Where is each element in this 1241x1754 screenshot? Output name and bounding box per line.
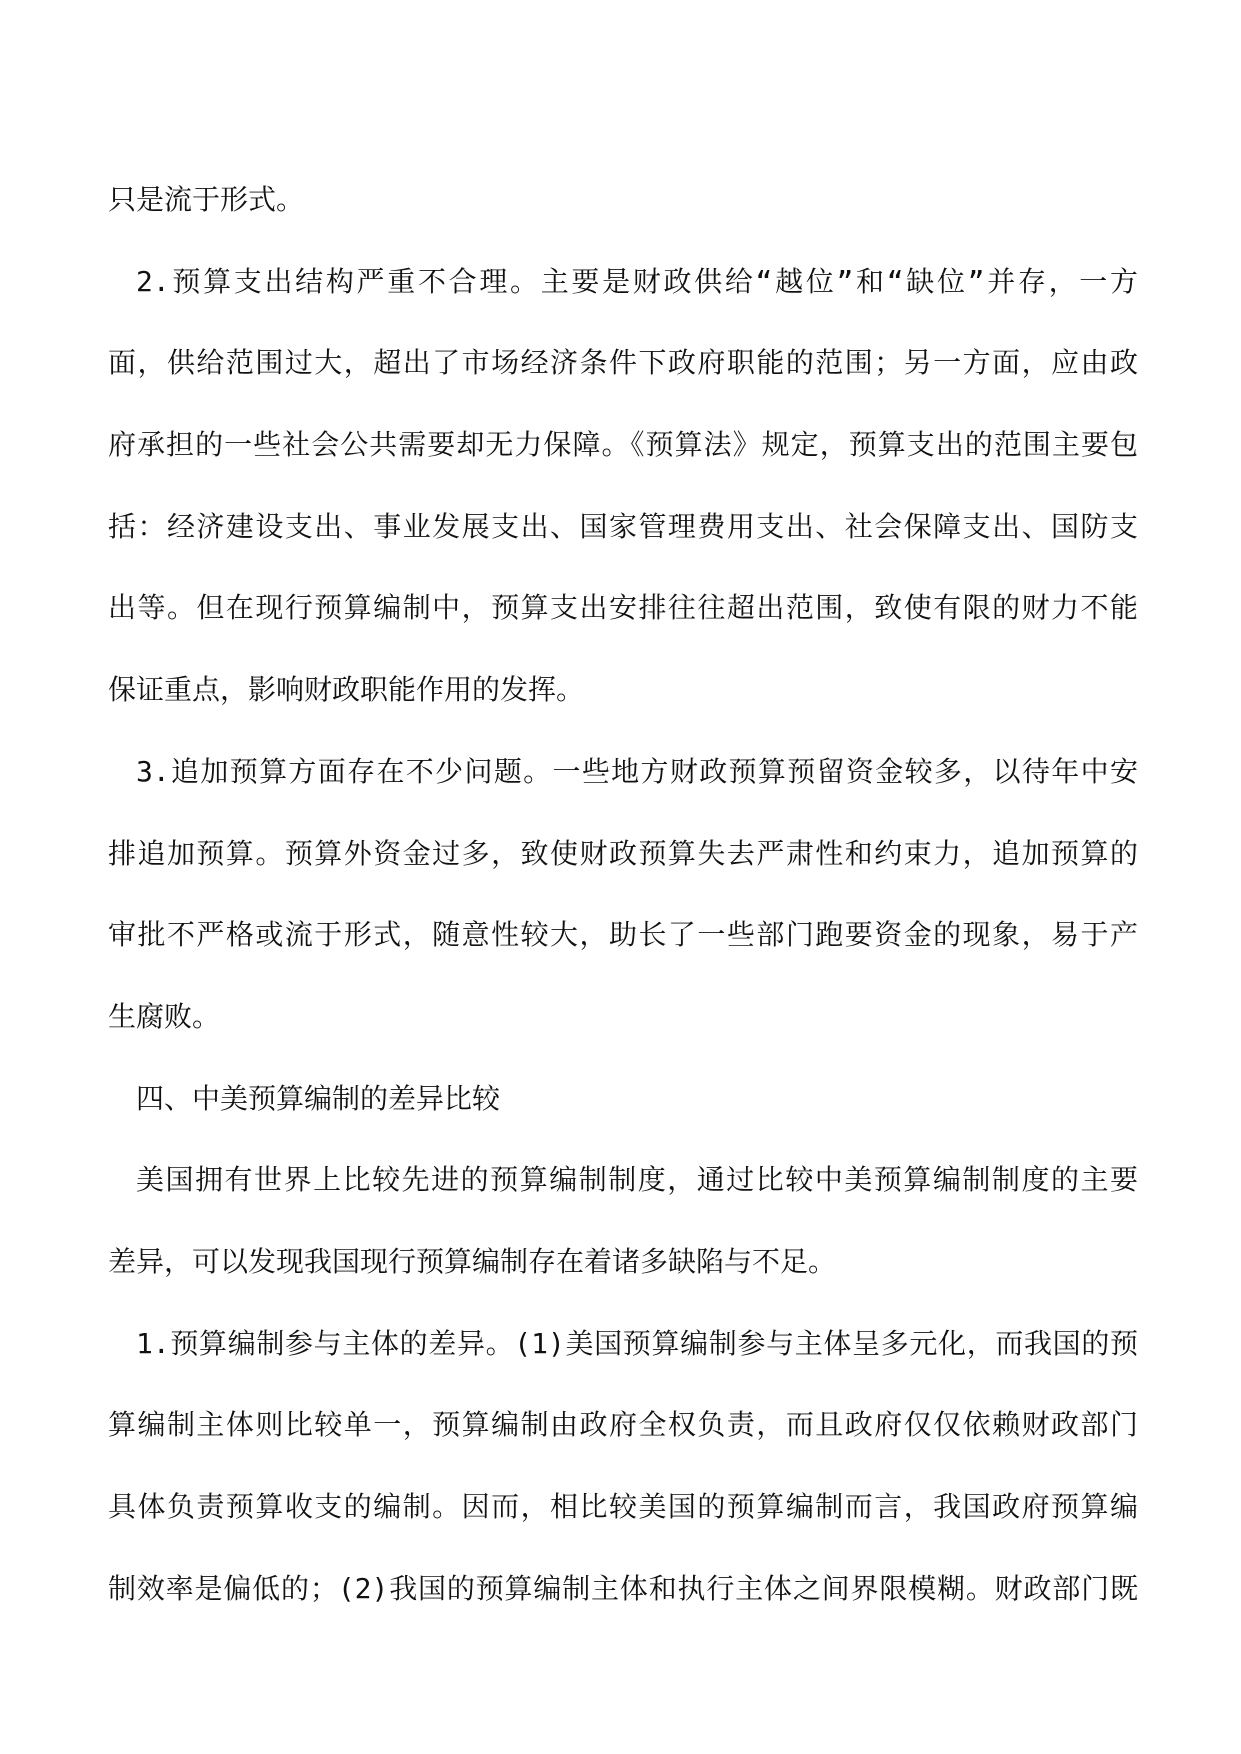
text-line-11: 生腐败。: [108, 999, 221, 1033]
text-line-8: 3.追加预算方面存在不少问题。一些地方财政预算预留资金较多，以待年中安: [136, 754, 1138, 788]
text-line-13: 美国拥有世界上比较先进的预算编制制度，通过比较中美预算编制制度的主要: [136, 1163, 1138, 1197]
text-line-10: 审批不严格或流于形式，随意性较大，助长了一些部门跑要资金的现象，易于产: [108, 918, 1138, 952]
text-line-14: 差异，可以发现我国现行预算编制存在着诸多缺陷与不足。: [108, 1244, 837, 1278]
text-line-16: 算编制主体则比较单一，预算编制由政府全权负责，而且政府仅仅依赖财政部门: [108, 1408, 1138, 1442]
text-line-2: 2.预算支出结构严重不合理。主要是财政供给“越位”和“缺位”并存，一方: [136, 264, 1138, 298]
text-line-15: 1.预算编制参与主体的差异。(1)美国预算编制参与主体呈多元化，而我国的预: [136, 1326, 1138, 1360]
text-line-3: 面，供给范围过大，超出了市场经济条件下政府职能的范围；另一方面，应由政: [108, 346, 1138, 380]
text-line-1: 只是流于形式。: [108, 183, 305, 216]
text-line-18: 制效率是偏低的；(2)我国的预算编制主体和执行主体之间界限模糊。财政部门既: [108, 1571, 1138, 1605]
text-line-9: 排追加预算。预算外资金过多，致使财政预算失去严肃性和约束力，追加预算的: [108, 836, 1138, 870]
text-line-6: 出等。但在现行预算编制中，预算支出安排往往超出范围，致使有限的财力不能: [108, 591, 1138, 625]
section-heading: 四、中美预算编制的差异比较: [136, 1081, 501, 1115]
text-line-5: 括：经济建设支出、事业发展支出、国家管理费用支出、社会保障支出、国防支: [108, 509, 1138, 543]
text-line-7: 保证重点，影响财政职能作用的发挥。: [108, 673, 585, 707]
text-line-17: 具体负责预算收支的编制。因而，相比较美国的预算编制而言，我国政府预算编: [108, 1490, 1138, 1523]
text-line-4: 府承担的一些社会公共需要却无力保障。《预算法》规定，预算支出的范围主要包: [108, 428, 1138, 462]
body-text: [108, 159, 1138, 1629]
